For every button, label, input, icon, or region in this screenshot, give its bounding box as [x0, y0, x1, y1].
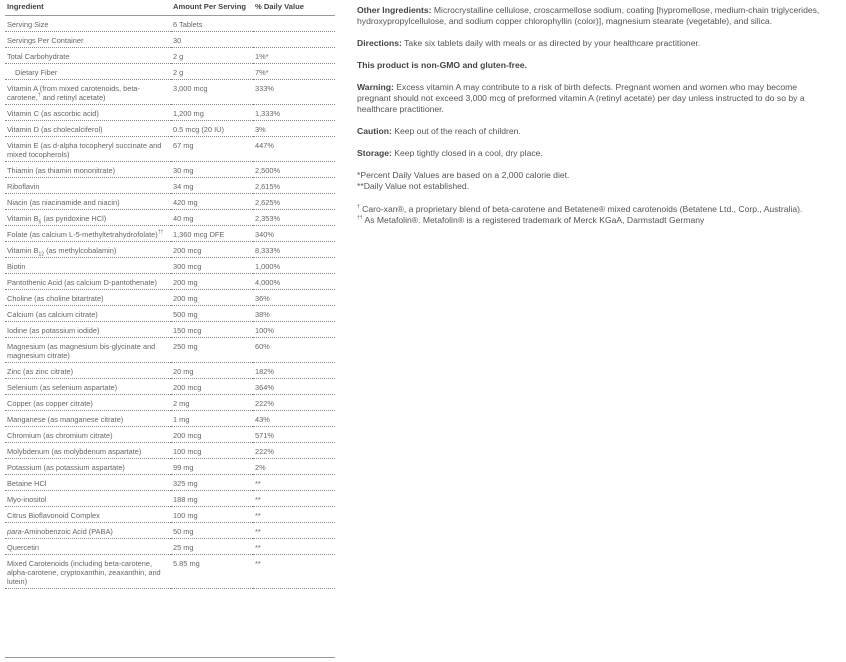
daily-value-cell [253, 32, 335, 48]
table-row [5, 194, 335, 210]
header-ingredient: Ingredient [5, 2, 171, 16]
ingredient-name: Citrus Bioflavonoid Complex [7, 511, 100, 520]
caution-label: Caution: [357, 126, 392, 136]
amount-cell: 200 mcg [171, 427, 253, 443]
ingredient-name: Betaine HCl [7, 479, 47, 488]
ingredient-name: Vitamin E (as d-alpha tocopheryl succinate and mixed tocopherols) [7, 141, 162, 159]
amount-cell: 200 mg [171, 290, 253, 306]
daily-value-cell: 60% [253, 338, 335, 363]
table-row [5, 363, 335, 379]
amount-cell: 3,000 mcg [171, 80, 253, 105]
table-row [5, 226, 335, 242]
amount-cell: 200 mg [171, 274, 253, 290]
daily-value-cell: 2,500% [253, 162, 335, 178]
daily-value-cell: ** [253, 523, 335, 539]
storage [357, 148, 831, 159]
ingredient-cell [5, 539, 171, 555]
ingredient-name: Dietary Fiber [15, 68, 58, 77]
table-row [5, 80, 335, 105]
amount-cell: 250 mg [171, 338, 253, 363]
table-row [5, 105, 335, 121]
ingredient-name: Mixed Carotenoids (including beta-carotene, alpha-carotene, cryptoxanthin, zeaxanthin, and lutein) [7, 559, 161, 586]
table-row [5, 443, 335, 459]
amount-cell: 420 mg [171, 194, 253, 210]
table-row [5, 16, 335, 32]
amount-cell: 100 mg [171, 507, 253, 523]
footnote-text-1: Caro-xan®, a proprietary blend of beta-carotene and Betatene® mixed carotenoids (Betatene Ltd., Corp., Australia). [359, 204, 803, 214]
non-gmo-statement [357, 60, 831, 71]
ingredient-cell [5, 162, 171, 178]
directions-label: Directions: [357, 38, 402, 48]
table-row [5, 306, 335, 322]
ingredient-cell [5, 363, 171, 379]
table-row [5, 491, 335, 507]
amount-cell: 34 mg [171, 178, 253, 194]
warning-text: Excess vitamin A may contribute to a risk of birth defects. Pregnant women and women who may become pregnant should not exceed 3,000 mcg of preformed vitamin A (retinyl acetate) per day unless instructed to do so by a healthcare practitioner. [357, 82, 805, 114]
ingredient-cell [5, 258, 171, 274]
non-gmo-text: This product is non-GMO and gluten-free. [357, 60, 527, 70]
table-row [5, 507, 335, 523]
directions-text: Take six tablets daily with meals or as directed by your healthcare practitioner. [401, 38, 701, 48]
daily-value-cell: 2% [253, 459, 335, 475]
daily-value-cell: 1%* [253, 48, 335, 64]
amount-cell: 5.85 mg [171, 555, 253, 589]
note-daily-value: *Percent Daily Values are based on a 2,000 calorie diet. [357, 170, 570, 180]
amount-cell: 20 mg [171, 363, 253, 379]
ingredient-name-tail: and retinyl acetate) [40, 93, 106, 102]
ingredient-name: Myo-inositol [7, 495, 47, 504]
daily-value-cell: 2,353% [253, 210, 335, 226]
amount-cell: 0.5 mcg (20 IU) [171, 121, 253, 137]
amount-cell: 30 [171, 32, 253, 48]
amount-cell: 50 mg [171, 523, 253, 539]
ingredient-cell [5, 491, 171, 507]
ingredient-cell [5, 395, 171, 411]
daily-value-cell: 100% [253, 322, 335, 338]
ingredient-cell [5, 121, 171, 137]
ingredient-name: Selenium (as selenium aspartate) [7, 383, 118, 392]
table-row [5, 322, 335, 338]
ingredient-name: Iodine (as potassium iodide) [7, 326, 100, 335]
ingredient-name: Total Carbohydrate [7, 52, 70, 61]
directions [357, 38, 831, 49]
table-row [5, 32, 335, 48]
table-row [5, 242, 335, 258]
ingredient-name: Vitamin B [7, 214, 39, 223]
ingredient-name: Zinc (as zinc citrate) [7, 367, 74, 376]
ingredient-name: Molybdenum (as molybdenum aspartate) [7, 447, 142, 456]
note-not-established: **Daily Value not established. [357, 181, 470, 191]
supplement-facts-table [5, 2, 335, 589]
ingredient-name: Riboflavin [7, 182, 40, 191]
table-row [5, 338, 335, 363]
ingredient-cell [5, 226, 171, 242]
amount-cell: 25 mg [171, 539, 253, 555]
table-row [5, 379, 335, 395]
table-row [5, 290, 335, 306]
amount-cell: 100 mcg [171, 443, 253, 459]
ingredient-name: Pantothenic Acid (as calcium D-pantothenate) [7, 278, 157, 287]
table-row [5, 210, 335, 226]
table-row [5, 178, 335, 194]
ingredient-cell [5, 523, 171, 539]
amount-cell: 200 mcg [171, 242, 253, 258]
storage-text: Keep tightly closed in a cool, dry place. [391, 148, 543, 158]
ingredient-cell [5, 459, 171, 475]
daily-value-cell: 222% [253, 395, 335, 411]
daily-value-cell: 2,625% [253, 194, 335, 210]
amount-cell: 300 mcg [171, 258, 253, 274]
table-body [5, 16, 335, 589]
daily-value-cell: 447% [253, 137, 335, 162]
amount-cell: 188 mg [171, 491, 253, 507]
ingredient-cell [5, 338, 171, 363]
ingredient-name-tail: (as pyridoxine HCl) [41, 214, 107, 223]
ingredient-cell [5, 242, 171, 258]
table-row [5, 523, 335, 539]
amount-cell: 2 g [171, 48, 253, 64]
ingredient-subscript: 6 [38, 219, 42, 226]
ingredient-cell [5, 443, 171, 459]
ingredient-cell [5, 32, 171, 48]
daily-value-cell: 222% [253, 443, 335, 459]
ingredient-name: Thiamin (as thiamin mononitrate) [7, 166, 116, 175]
table-row [5, 411, 335, 427]
daily-value-cell: 43% [253, 411, 335, 427]
ingredient-name: Vitamin A (from mixed carotenoids, beta-carotene, [7, 84, 140, 102]
header-daily-value: % Daily Value [253, 2, 335, 16]
daily-value-cell: 571% [253, 427, 335, 443]
amount-cell: 325 mg [171, 475, 253, 491]
daily-value-cell: 7%* [253, 64, 335, 80]
header-amount: Amount Per Serving [171, 2, 253, 16]
amount-cell: 2 g [171, 64, 253, 80]
table-row [5, 258, 335, 274]
daily-value-cell: ** [253, 491, 335, 507]
daily-value-cell: ** [253, 507, 335, 523]
table-row [5, 427, 335, 443]
amount-cell: 2 mg [171, 395, 253, 411]
ingredient-name: Folate (as calcium L-5-methyltetrahydrofolate) [7, 230, 158, 239]
warning [357, 82, 831, 115]
daily-value-cell: 36% [253, 290, 335, 306]
ingredient-name: Vitamin D (as cholecalciferol) [7, 125, 103, 134]
daily-value-cell: 3% [253, 121, 335, 137]
ingredient-cell [5, 80, 171, 105]
ingredient-cell [5, 274, 171, 290]
daily-value-cell: 182% [253, 363, 335, 379]
daily-value-cell: 4,000% [253, 274, 335, 290]
ingredient-cell [5, 411, 171, 427]
table-end-rule [5, 657, 335, 658]
daily-value-cell: 1,000% [253, 258, 335, 274]
daily-value-cell: 1,333% [253, 105, 335, 121]
ingredient-name: Potassium (as potassium aspartate) [7, 463, 125, 472]
caution-text: Keep out of the reach of children. [391, 126, 521, 136]
ingredient-name: Quercetin [7, 543, 40, 552]
amount-cell: 67 mg [171, 137, 253, 162]
amount-cell: 1,200 mg [171, 105, 253, 121]
ingredient-name: Vitamin C (as ascorbic acid) [7, 109, 99, 118]
daily-value-cell: 2,615% [253, 178, 335, 194]
daily-value-cell: ** [253, 475, 335, 491]
amount-cell: 99 mg [171, 459, 253, 475]
ingredient-name: Servings Per Container [7, 36, 84, 45]
other-ingredients-text: Microcrystalline cellulose, croscarmellose sodium, coating [hypromellose, medium-chain triglycerides, hydroxypropylcellulose, and sodium copper chlorophyllin (color)], magnesium stearate (vegetable), and silica. [357, 5, 820, 26]
footnote-mark-2: †† [357, 215, 363, 222]
table-row [5, 539, 335, 555]
table-row [5, 395, 335, 411]
ingredient-name: Choline (as choline bitartrate) [7, 294, 104, 303]
footnote-text-2: As Metafolin®. Metafolin® is a registered trademark of Merck KGaA, Darmstadt Germany [362, 215, 705, 225]
warning-label: Warning: [357, 82, 394, 92]
ingredient-italic: para [7, 527, 22, 536]
amount-cell: 40 mg [171, 210, 253, 226]
daily-value-cell: 340% [253, 226, 335, 242]
ingredient-cell [5, 48, 171, 64]
ingredient-cell [5, 178, 171, 194]
ingredient-name: Manganese (as manganese citrate) [7, 415, 124, 424]
table-row [5, 121, 335, 137]
amount-cell: 30 mg [171, 162, 253, 178]
other-ingredients [357, 5, 831, 27]
daily-value-cell: ** [253, 539, 335, 555]
ingredient-name: Biotin [7, 262, 26, 271]
table-row [5, 475, 335, 491]
ingredient-cell [5, 194, 171, 210]
table-row [5, 274, 335, 290]
storage-label: Storage: [357, 148, 392, 158]
supplement-facts-table-wrap [5, 2, 335, 589]
ingredient-name: Copper (as copper citrate) [7, 399, 93, 408]
ingredient-cell [5, 105, 171, 121]
amount-cell: 150 mcg [171, 322, 253, 338]
ingredient-cell [5, 322, 171, 338]
amount-cell: 500 mg [171, 306, 253, 322]
footnote-caro-xan [357, 204, 831, 215]
daily-value-cell: 8,333% [253, 242, 335, 258]
ingredient-cell [5, 137, 171, 162]
ingredient-cell [5, 475, 171, 491]
other-ingredients-label: Other Ingredients: [357, 5, 432, 15]
amount-cell: 1 mg [171, 411, 253, 427]
ingredient-cell [5, 290, 171, 306]
daily-value-cell: 333% [253, 80, 335, 105]
ingredient-cell [5, 210, 171, 226]
ingredient-name: Calcium (as calcium citrate) [7, 310, 98, 319]
footnote-mark-1: † [357, 204, 360, 211]
ingredient-footnote-mark: †† [157, 229, 164, 236]
ingredient-cell [5, 64, 171, 80]
ingredient-name: Serving Size [7, 20, 49, 29]
table-row [5, 162, 335, 178]
ingredient-cell [5, 379, 171, 395]
ingredient-name: Chromium (as chromium citrate) [7, 431, 113, 440]
ingredient-name: -Aminobenzoic Acid (PABA) [21, 527, 113, 536]
amount-cell: 6 Tablets [171, 16, 253, 32]
amount-cell: 200 mcg [171, 379, 253, 395]
table-row [5, 48, 335, 64]
ingredient-cell [5, 507, 171, 523]
daily-value-cell: 38% [253, 306, 335, 322]
table-row [5, 64, 335, 80]
ingredient-cell [5, 555, 171, 589]
ingredient-cell [5, 306, 171, 322]
ingredient-footnote-mark: † [37, 92, 41, 99]
ingredient-name: Niacin (as niacinamide and niacin) [7, 198, 120, 207]
caution [357, 126, 831, 137]
table-row [5, 459, 335, 475]
ingredient-cell [5, 16, 171, 32]
ingredient-subscript: 12 [38, 251, 45, 258]
daily-value-cell: 364% [253, 379, 335, 395]
daily-value-cell [253, 16, 335, 32]
table-header-row [5, 2, 335, 16]
footnote-metafolin [357, 215, 831, 226]
table-row [5, 555, 335, 589]
ingredient-name: Magnesium (as magnesium bis-glycinate and magnesium citrate) [7, 342, 156, 360]
daily-value-cell: ** [253, 555, 335, 589]
product-info [357, 5, 831, 226]
ingredient-name: Vitamin B [7, 246, 39, 255]
amount-cell: 1,360 mcg DFE [171, 226, 253, 242]
table-row [5, 137, 335, 162]
ingredient-name-tail: (as methylcobalamin) [44, 246, 117, 255]
ingredient-cell [5, 427, 171, 443]
